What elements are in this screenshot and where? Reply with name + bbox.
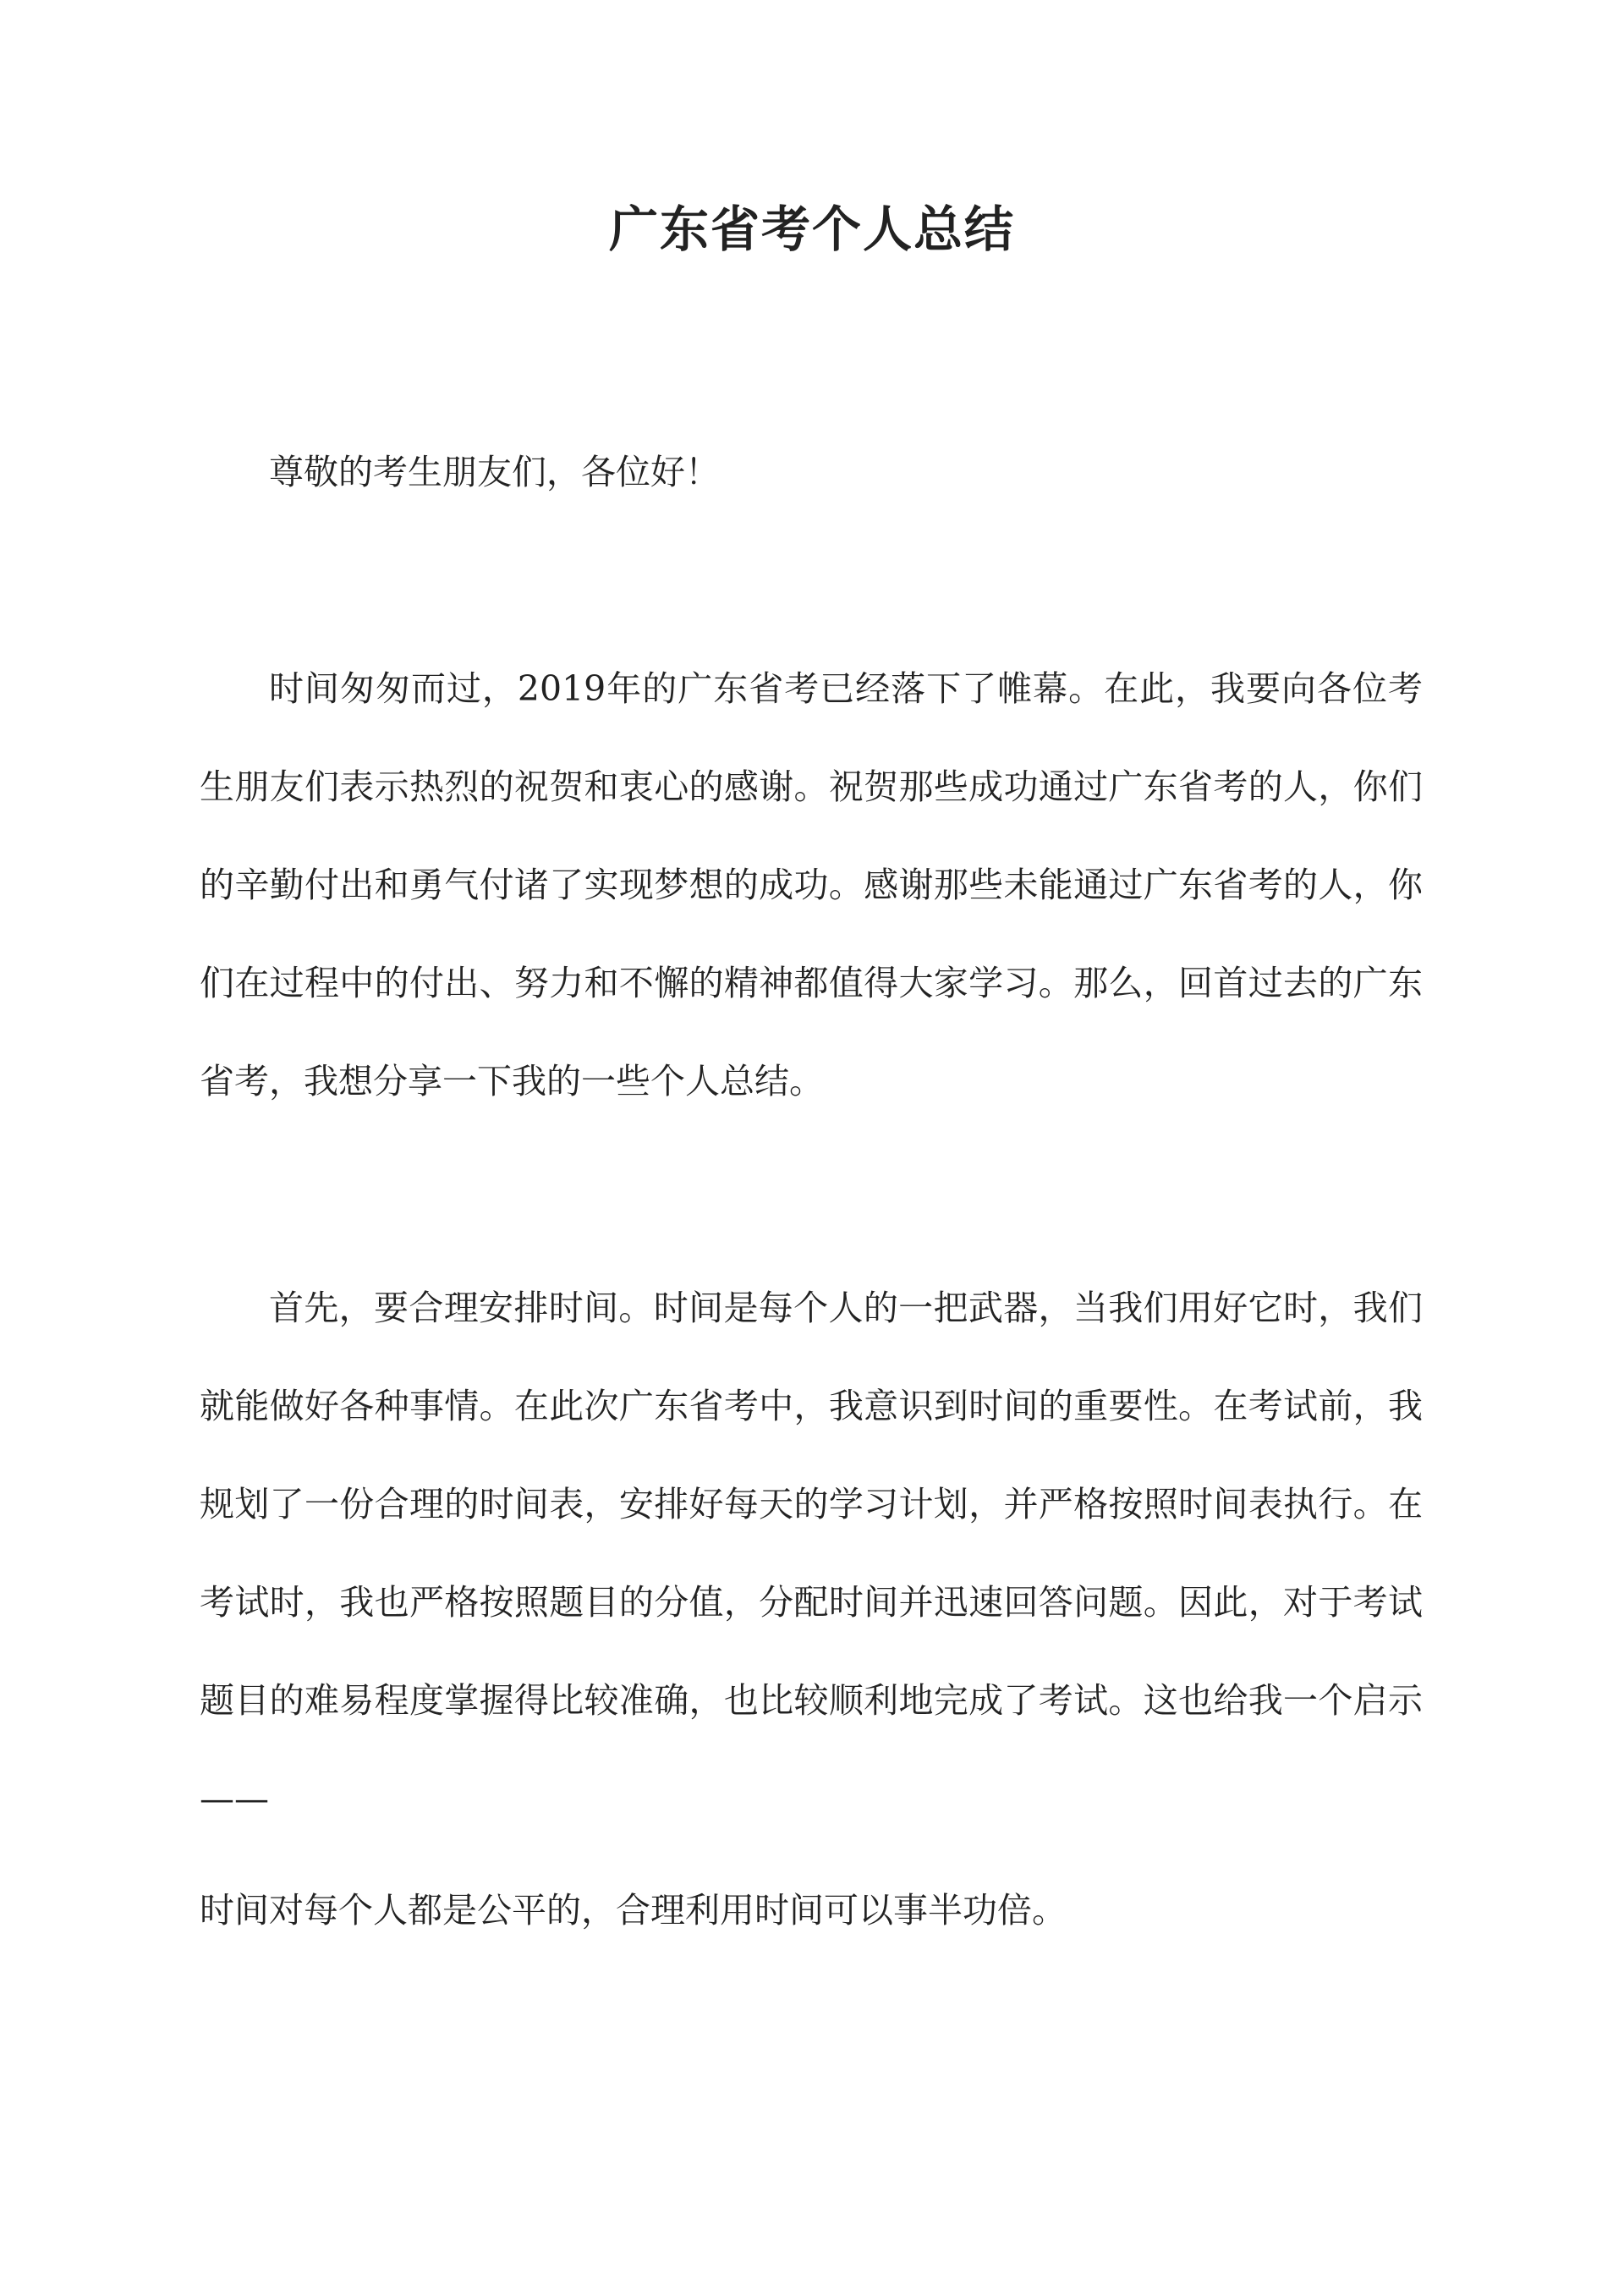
paragraph-time-management: 首先，要合理安排时间。时间是每个人的一把武器，当我们用好它时，我们就能做好各种事情。在此次广东省考中，我意识到时间的重要性。在考试前，我规划了一份合理的时间表，安排好每天的学习计划，并严格按照时间表执行。在考试时，我也严格按照题目的分值，分配时间并迅速回答问题。因此，对于考试题目的难易程度掌握得比较准确，也比较顺利地完成了考试。这也给我一个启示—— [200,1288,1423,1819]
document-title: 广东省考个人总结 [608,200,1015,258]
paragraph-intro: 时间匆匆而过，2019年的广东省考已经落下了帷幕。在此，我要向各位考生朋友们表示热烈的祝贺和衷心的感谢。祝贺那些成功通过广东省考的人，你们的辛勤付出和勇气付诸了实现梦想的成功。感谢那些未能通过广东省考的人，你们在过程中的付出、努力和不懈的精神都值得大家学习。那么，回首过去的广东省考，我想分享一下我的一些个人总结。 [200,668,1423,1101]
paragraph-time-conclusion: 时间对每个人都是公平的，合理利用时间可以事半功倍。 [200,1890,1067,1931]
greeting-paragraph: 尊敬的考生朋友们，各位好！ [269,452,720,492]
